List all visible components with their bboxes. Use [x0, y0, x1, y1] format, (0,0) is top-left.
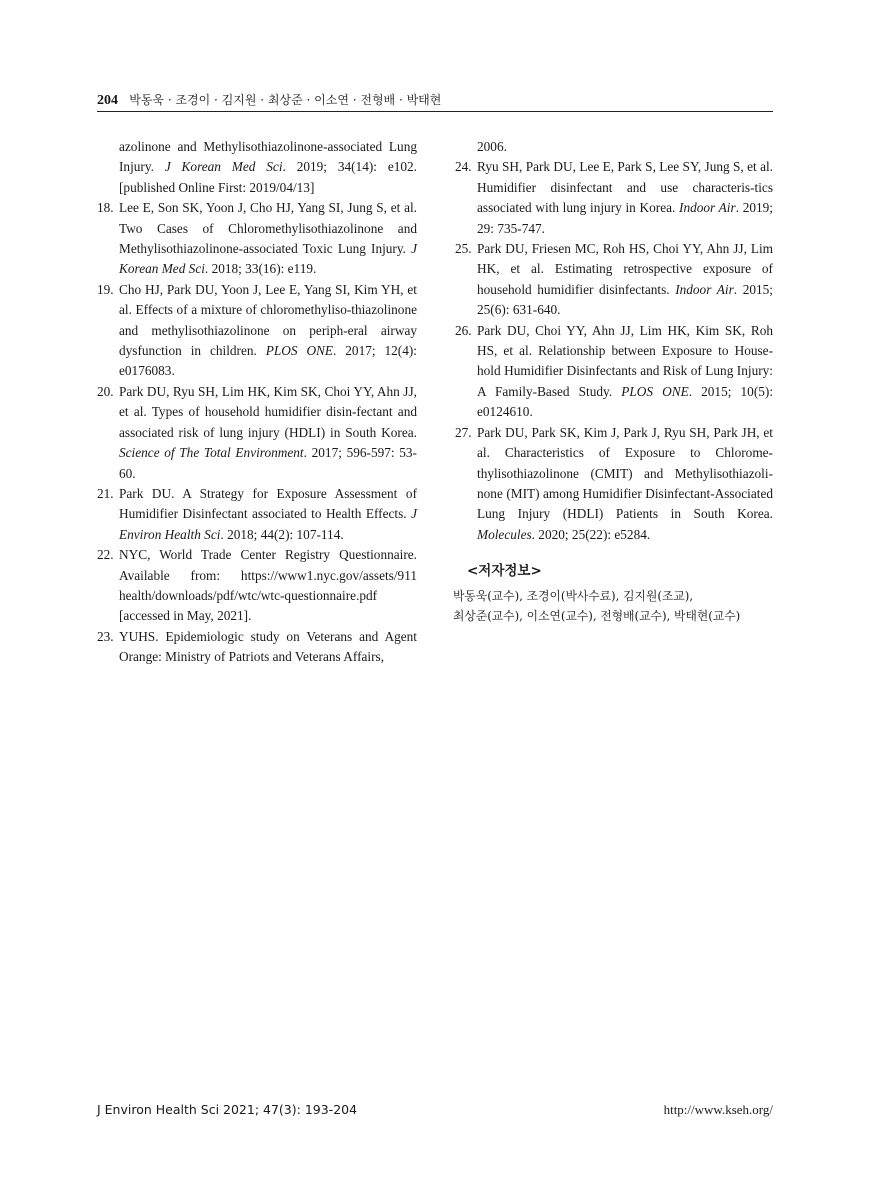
reference-23: [97, 627, 417, 668]
reference-text: Park DU. A Strategy for Exposure Assessment of Humidifier Disinfectant associated to Health Effects.: [119, 485, 417, 522]
reference-journal: J Korean Med Sci: [119, 241, 417, 277]
reference-number: 20.: [97, 383, 114, 399]
reference-text: 2006.: [477, 139, 507, 154]
footer-url[interactable]: http://www.kseh.org/: [663, 1102, 773, 1117]
reference-text: . 2015; 10(5): e0124610.: [477, 383, 774, 420]
reference-21: [97, 484, 417, 545]
reference-number: 18.: [97, 200, 114, 216]
reference-continuation: [455, 137, 773, 157]
author-info-line: 최상준(교수), 이소연(교수), 전형배(교수), 박태현(교수): [453, 608, 741, 623]
reference-text: . 2019; 34(14): e102. [published Online First: 2019/04/13]: [119, 159, 417, 195]
reference-18: [97, 198, 417, 280]
reference-text: . 2017; 596-597: 53-60.: [119, 445, 417, 481]
reference-text: . 2018; 44(2): 107-114.: [220, 526, 344, 542]
reference-number: 22.: [97, 547, 114, 563]
reference-24: [455, 157, 773, 239]
footer-journal: J Environ Health Sci 2021; 47(3): 193-204: [97, 1102, 358, 1117]
reference-journal: J Environ Health Sci: [119, 506, 417, 542]
reference-27: [455, 423, 773, 545]
reference-text: azolinone and Methylisothiazolinone-associated Lung Injury.: [119, 139, 417, 175]
reference-text: . 2015; 25(6): 631-640.: [477, 281, 773, 318]
author-info-title: <저자정보>: [467, 563, 542, 580]
reference-text: . 2020; 25(22): e5284.: [531, 526, 651, 542]
reference-journal: Molecules: [477, 526, 532, 542]
author-info-line: 박동욱(교수), 조경이(박사수료), 김지원(조교),: [453, 588, 694, 603]
right-column: [455, 137, 773, 626]
reference-text: Park DU, Choi YY, Ahn JJ, Lim HK, Kim SK, Roh HS, et al. Relationship between Exposure to House-hold Humidifier Disinfectants and Risk of Lung Injury: A Family-Based Study.: [477, 322, 773, 399]
reference-journal: PLOS ONE: [265, 343, 334, 359]
reference-26: [455, 321, 773, 423]
reference-text: . 2018; 33(16): e119.: [204, 261, 317, 277]
reference-number: 24.: [455, 159, 472, 175]
reference-journal: Indoor Air: [675, 281, 734, 297]
reference-number: 21.: [97, 485, 114, 501]
reference-number: 25.: [455, 241, 472, 257]
reference-continuation: [97, 137, 417, 198]
author-info-text: [453, 586, 773, 626]
reference-text: Lee E, Son SK, Yoon J, Cho HJ, Yang SI, Jung S, et al. Two Cases of Chloromethylisothiazolinone and Methylisothiazolinone-associated Toxic Lung Injury.: [119, 200, 417, 257]
reference-text: Park DU, Park SK, Kim J, Park J, Ryu SH, Park JH, et al. Characteristics of Exposure to Chlorome-thylisothiazolinone (CMIT) and Methylisothiazoli-none (MIT) among Humidifier Disinfectant-Associated Lung Injury (HDLI) Patients in South Korea.: [477, 424, 773, 522]
reference-25: [455, 239, 773, 321]
reference-number: 23.: [97, 628, 114, 644]
reference-text: NYC, World Trade Center Registry Questionnaire. Available from: https://www1.nyc.gov/assets/911 health/downloads/pdf/wtc/wtc-questionnaire.pdf [accessed in May, 2021].: [119, 547, 417, 624]
reference-text: Park DU, Friesen MC, Roh HS, Choi YY, Ahn JJ, Lim HK, et al. Estimating retrospective exposure of household humidifier disinfectants.: [477, 241, 773, 297]
reference-text: YUHS. Epidemiologic study on Veterans and Agent Orange: Ministry of Patriots and Veterans Affairs,: [119, 628, 417, 665]
reference-journal: Indoor Air: [679, 200, 736, 216]
reference-text: Park DU, Ryu SH, Lim HK, Kim SK, Choi YY, Ahn JJ, et al. Types of household humidifier disin-fectant and associated risk of lung injury (HDLI) in South Korea.: [119, 383, 417, 440]
reference-number: 27.: [455, 424, 472, 440]
reference-text: Cho HJ, Park DU, Yoon J, Lee E, Yang SI, Kim YH, et al. Effects of a mixture of chloromethyliso-thiazolinone and methylisothiazolinone on periph-eral airway dysfunction in children.: [119, 281, 417, 359]
left-column: [97, 137, 417, 668]
reference-journal: Science of The Total Environment: [119, 445, 304, 461]
running-header: [97, 91, 773, 112]
reference-22: [97, 545, 417, 627]
reference-text: . 2017; 12(4): e0176083.: [119, 343, 417, 379]
reference-text: Ryu SH, Park DU, Lee E, Park S, Lee SY, Jung S, et al. Humidifier disinfectant and use characteris-tics associated with lung injury in Korea.: [477, 159, 773, 216]
reference-number: 19.: [97, 281, 114, 297]
header-authors: 박동욱 · 조경이 · 김지원 · 최상준 · 이소연 · 전형배 · 박태현: [129, 93, 442, 107]
reference-20: [97, 382, 417, 484]
reference-19: [97, 280, 417, 382]
reference-journal: PLOS ONE: [621, 383, 689, 399]
page-number: 204: [97, 93, 118, 108]
reference-journal: J Korean Med Sci: [164, 159, 283, 175]
reference-number: 26.: [455, 322, 472, 338]
reference-text: . 2019; 29: 735-747.: [477, 200, 773, 236]
